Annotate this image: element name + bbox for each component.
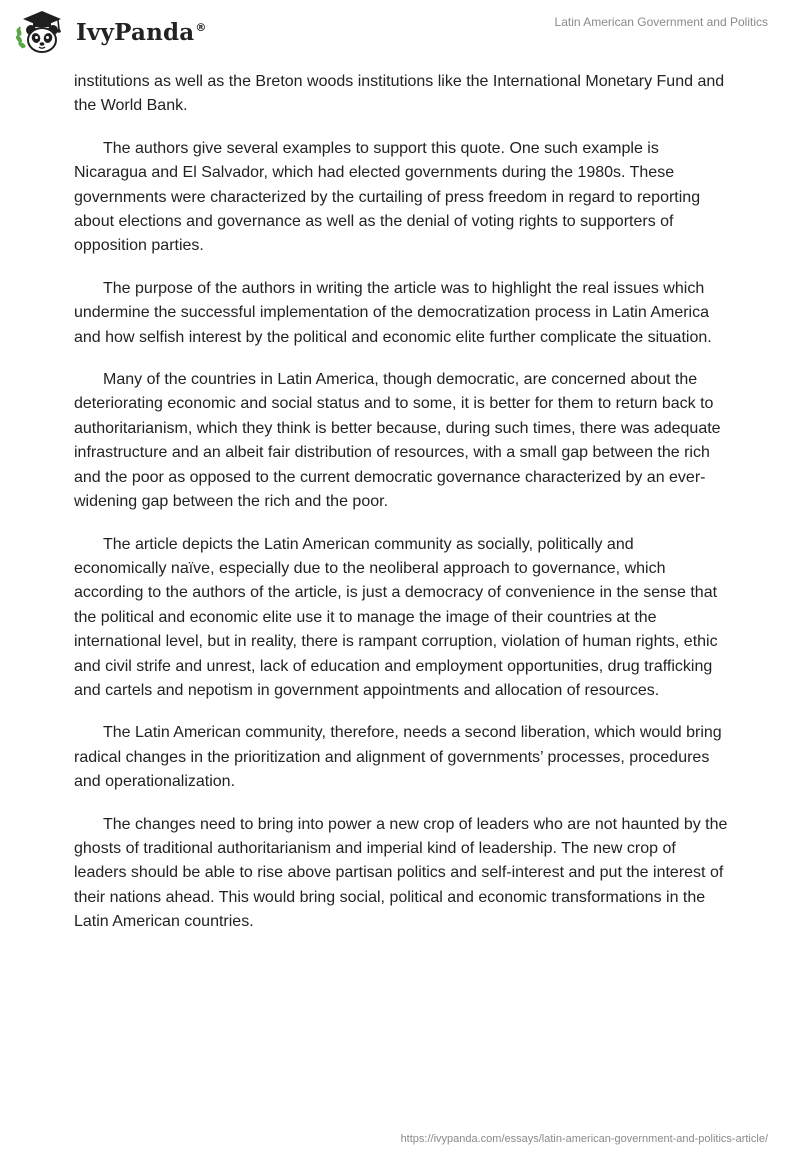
ivypanda-logo[interactable] — [14, 8, 207, 56]
essay-body — [74, 70, 730, 953]
panda-graduate-icon — [14, 8, 70, 56]
paragraph: Many of the countries in Latin America, though democratic, are concerned about the deteriorating economic and social status and to some, it is better for them to return back to authoritarianism, which they think is better because, during such times, there was adequate infrastructure and an albeit fair distribution of resources, with a small gap between the rich and the poor as opposed to the current democratic governance characterized by an ever-widening gap between the rich and the poor. — [74, 371, 721, 511]
paragraph: The article depicts the Latin American community as socially, politically and economically naïve, especially due to the neoliberal approach to governance, which according to the authors of the article, is just a democracy of convenience in the sense that the political and economic elite use it to manage the image of their countries at the international level, but in reality, there is rampant corruption, violation of human rights, ethic and civil strife and unrest, lack of education and employment opportunities, drug trafficking and cartels and nepotism in government appointments and allocation of resources. — [74, 535, 718, 699]
logo-wordmark — [76, 19, 207, 46]
paragraph: institutions as well as the Breton woods institutions like the International Monetary Fund and the World Bank. — [74, 73, 725, 115]
logo-text: IvyPanda — [76, 18, 195, 46]
page-header — [0, 0, 800, 64]
registered-mark: ® — [195, 20, 207, 34]
source-url-link[interactable]: https://ivypanda.com/essays/latin-american-government-and-politics-article/ — [400, 1133, 768, 1145]
paragraph: The authors give several examples to support this quote. One such example is Nicaragua and El Salvador, which had elected governments during the 1980s. These governments were characterized by the curtailing of press freedom in regard to reporting about elections and governance as well as the denial of voting rights to supporters of opposition parties. — [74, 139, 701, 255]
paragraph: The changes need to bring into power a new crop of leaders who are not haunted by the ghosts of traditional authoritarianism and imperial kind of leadership. The new crop of leaders should be able to rise above partisan politics and self-interest and put the interest of their nations ahead. This would bring social, political and economic transformations in the Latin American countries. — [74, 815, 728, 931]
paragraph: The purpose of the authors in writing the article was to highlight the real issues which undermine the successful implementation of the democratization process in Latin America and how selfish interest by the political and economic elite further complicate the situation. — [74, 279, 712, 346]
document-title: Latin American Government and Politics — [554, 15, 768, 29]
paragraph: The Latin American community, therefore, needs a second liberation, which would bring radical changes in the prioritization and alignment of governments’ processes, procedures and operationalization. — [74, 724, 722, 791]
